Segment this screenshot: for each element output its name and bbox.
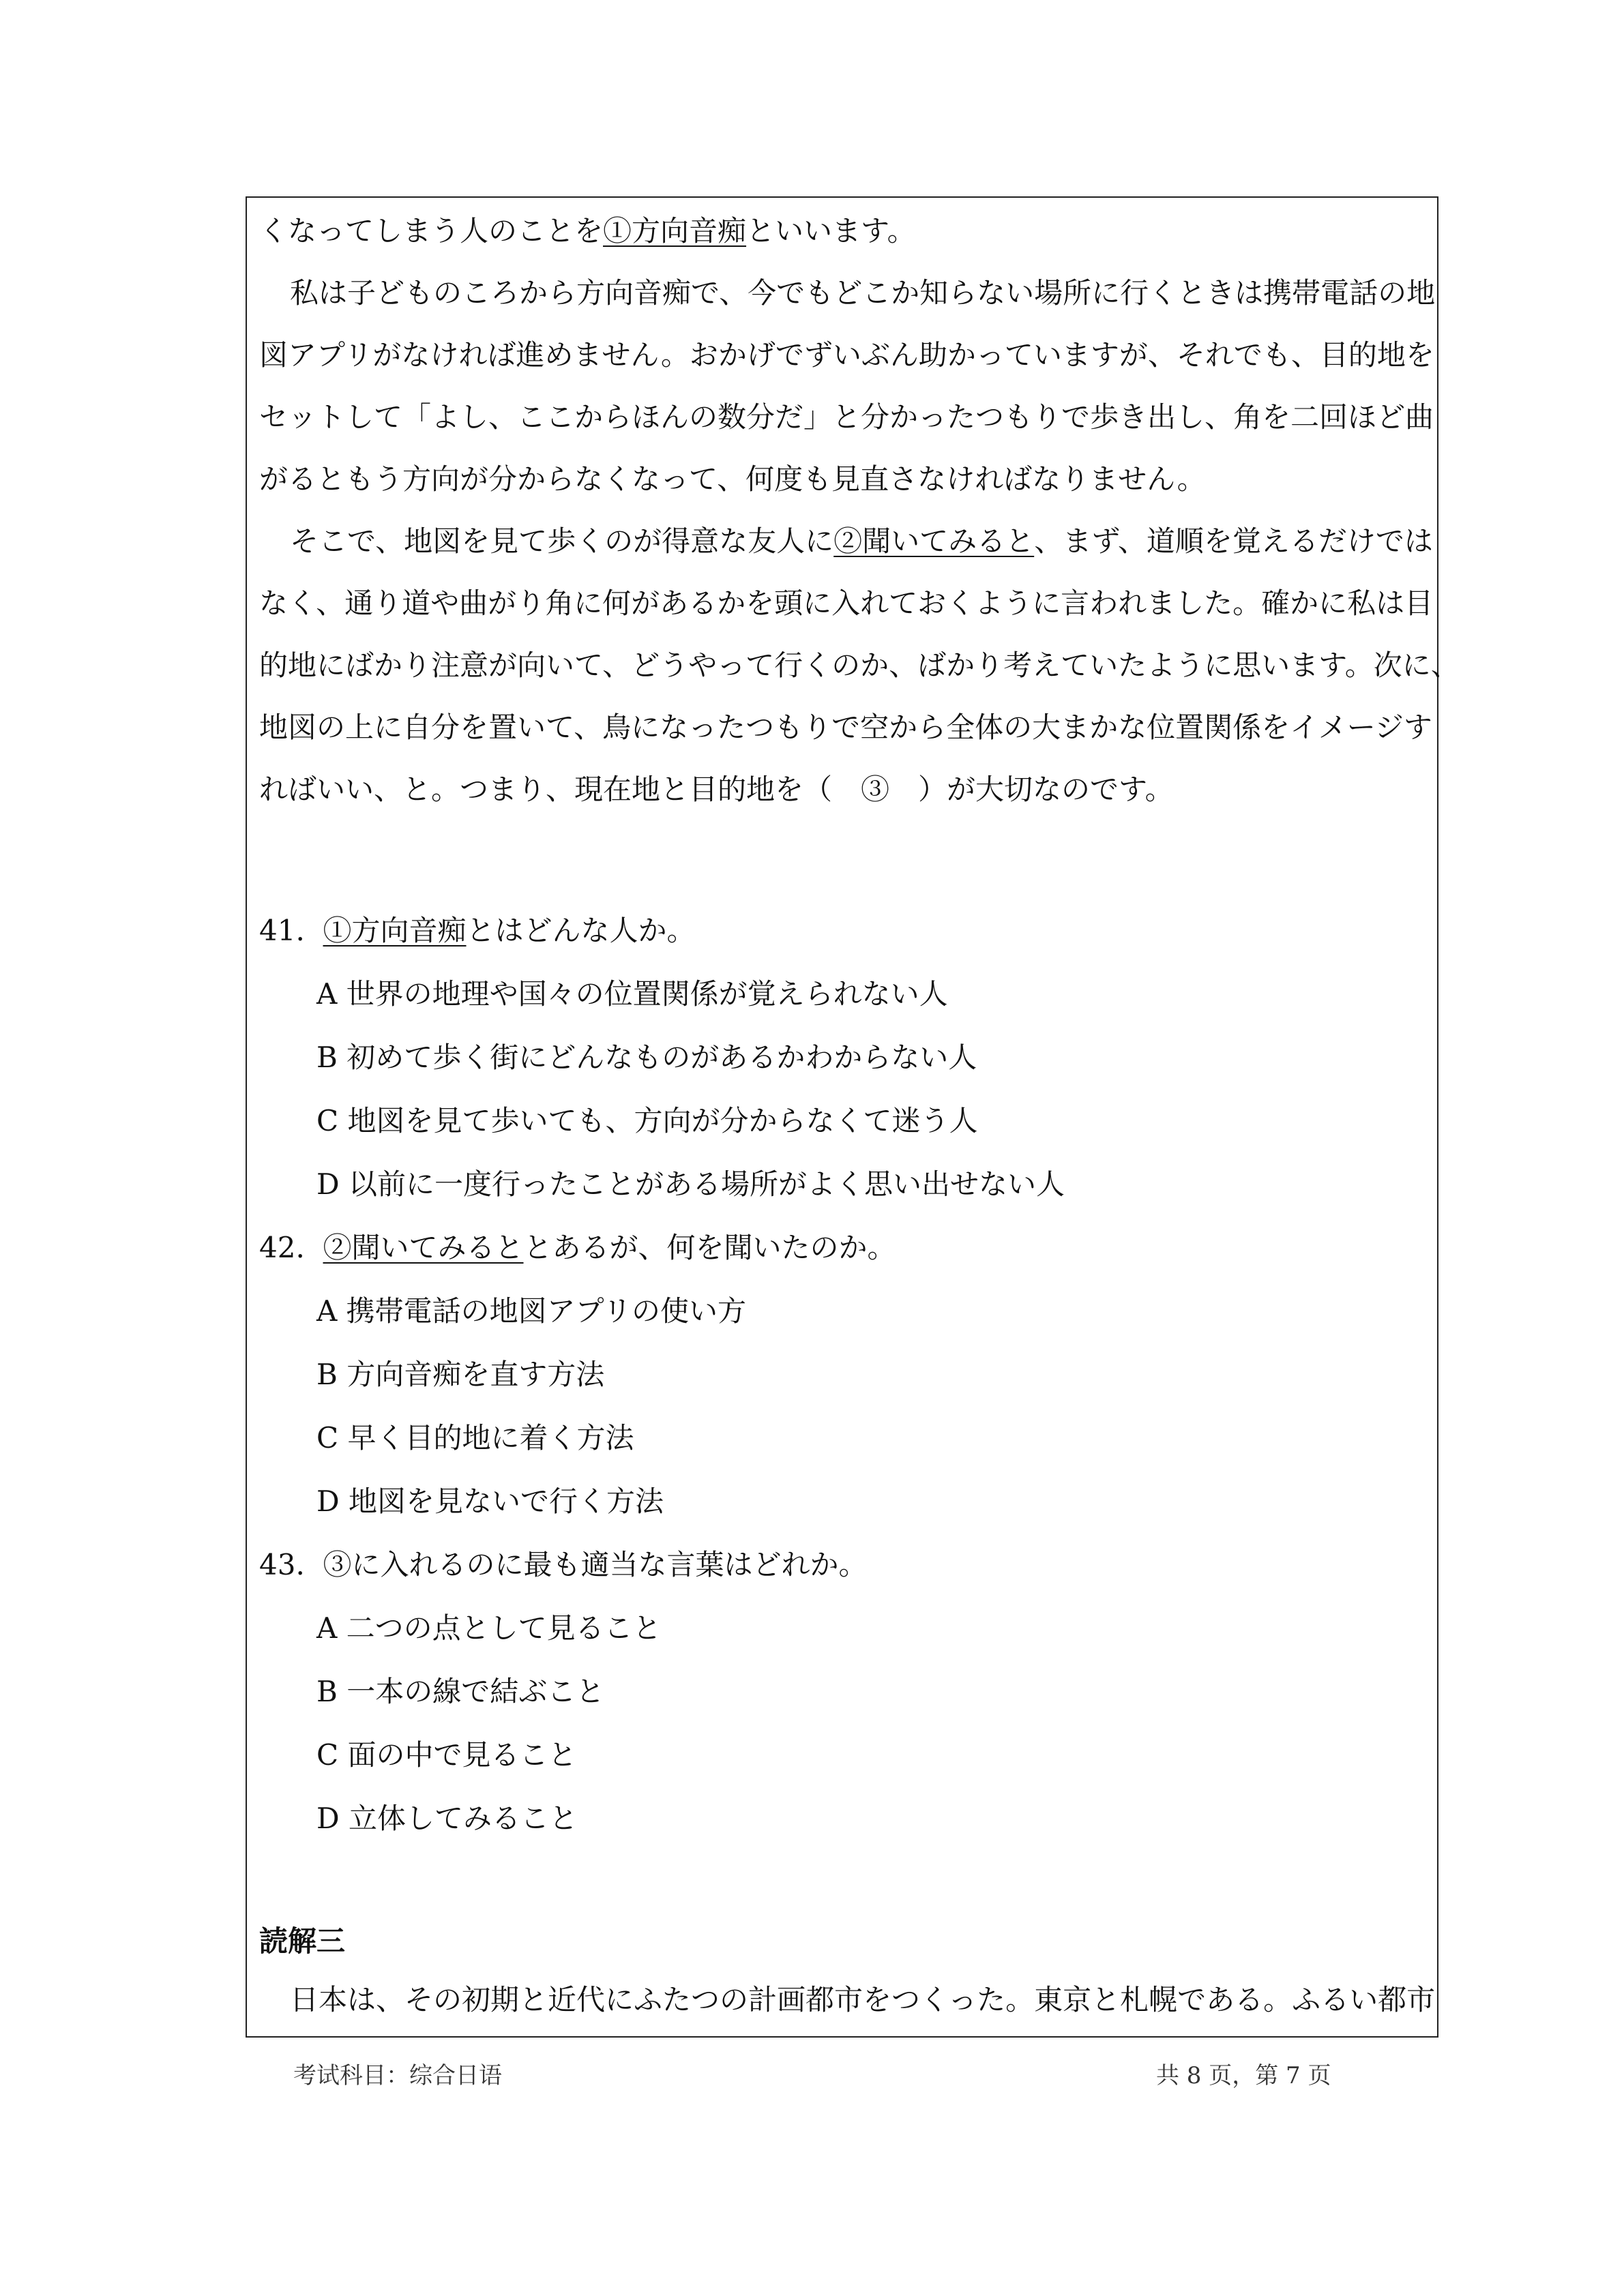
passage-line: 地図の上に自分を置いて、鳥になったつもりで空から全体の大まかな位置関係をイメージす — [259, 711, 1432, 744]
passage-line: がるともう方向が分からなくなって、何度も見直さなければなりません。 — [259, 462, 1206, 496]
option-41-c[interactable]: C 地図を見て歩いても、方向が分からなくて迷う人 — [316, 1104, 978, 1137]
underlined-term: ①方向音痴 — [323, 914, 467, 947]
question-number: 41. — [259, 914, 305, 947]
passage-line: 私は子どものころから方向音痴で、今でもどこか知らない場所に行くときは携帯電話の地 — [290, 276, 1436, 310]
underlined-term: ②聞いてみると — [833, 524, 1035, 558]
option-42-c[interactable]: C 早く目的地に着く方法 — [316, 1421, 634, 1455]
option-43-b[interactable]: B 一本の線で結ぶこと — [316, 1675, 605, 1708]
option-41-a[interactable]: A 世界の地理や国々の位置関係が覚えられない人 — [316, 977, 948, 1011]
option-41-b[interactable]: B 初めて歩く街にどんなものがあるかわからない人 — [316, 1041, 977, 1074]
footer-subject: 考试科目：综合日语 — [293, 2062, 502, 2089]
option-43-a[interactable]: A 二つの点として見ること — [316, 1611, 662, 1645]
passage-line: なく、通り道や曲がり角に何があるかを頭に入れておくように言われました。確かに私は目 — [259, 586, 1434, 620]
passage-line: 図アプリがなければ進めません。おかげでずいぶん助かっていますが、それでも、目的地を — [259, 338, 1434, 372]
option-43-c[interactable]: C 面の中で見ること — [316, 1738, 577, 1772]
option-42-b[interactable]: B 方向音痴を直す方法 — [316, 1358, 605, 1391]
option-41-d[interactable]: D 以前に一度行ったことがある場所がよく思い出せない人 — [316, 1167, 1065, 1201]
passage-line: 的地にばかり注意が向いて、どうやって行くのか、ばかり考えていたように思います。次に、 — [259, 648, 1460, 682]
passage-line: くなってしまう人のことを①方向音痴といいます。 — [259, 214, 916, 248]
question-number: 43. — [259, 1548, 305, 1581]
underlined-term: ②聞いてみると — [323, 1231, 524, 1264]
footer-page-number: 共 8 页，第 7 页 — [1156, 2062, 1331, 2089]
question-stem: ③に入れるのに最も適当な言葉はどれか。 — [323, 1548, 868, 1581]
underlined-term: ①方向音痴 — [603, 214, 747, 248]
passage-line: セットして「よし、ここからほんの数分だ」と分かったつもりで歩き出し、角を二回ほど曲 — [259, 400, 1434, 434]
option-42-d[interactable]: D 地図を見ないで行く方法 — [316, 1485, 664, 1518]
passage-line: 日本は、その初期と近代にふたつの計画都市をつくった。東京と札幌である。ふるい都市 — [290, 1983, 1436, 2016]
question-41 — [259, 912, 696, 949]
section-heading: 読解三 — [259, 1924, 346, 1958]
question-stem: とあるが、何を聞いたのか。 — [523, 1231, 896, 1264]
passage-line: そこで、地図を見て歩くのが得意な友人に②聞いてみると、まず、道順を覚えるだけでは — [290, 524, 1433, 558]
option-43-d[interactable]: D 立体してみること — [316, 1802, 578, 1835]
question-number: 42. — [259, 1231, 305, 1264]
question-42 — [259, 1229, 896, 1266]
question-stem: とはどんな人か。 — [466, 914, 696, 947]
question-43 — [259, 1547, 868, 1583]
passage-line: ればいい、と。つまり、現在地と目的地を（ ③ ）が大切なのです。 — [259, 773, 1174, 806]
option-42-a[interactable]: A 携帯電話の地図アプリの使い方 — [316, 1294, 747, 1328]
